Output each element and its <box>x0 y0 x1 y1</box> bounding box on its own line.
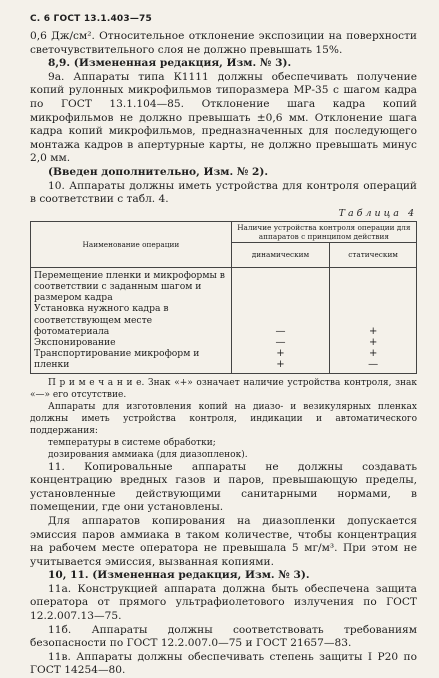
header-presence: Наличие устройства контроля операции для аппаратов с принципом действия <box>231 221 416 242</box>
table-mark: — <box>368 359 379 371</box>
table-row: Экспонирование <box>34 336 116 348</box>
paragraph-revision-10-11 <box>30 569 417 583</box>
revision-note: 8,9. (Измененная редакция, Изм. № 3). <box>48 57 292 70</box>
operations-table <box>30 221 417 374</box>
dynamic-marks-cell <box>231 267 330 373</box>
header-operation: Наименование операции <box>31 221 232 267</box>
revision-note-2: 10, 11. (Измененная редакция, Изм. № 3). <box>48 569 310 582</box>
page-header: С. 6 ГОСТ 13.1.403—75 <box>30 14 152 24</box>
table-mark: + <box>276 348 285 360</box>
table-mark: + <box>368 348 378 360</box>
table-mark: — <box>275 325 286 337</box>
paragraph-10: 10. Аппараты должны иметь устройства для контроля операций в соответствии с табл. 4. <box>30 179 417 206</box>
diazo-note-ammonia: дозирования аммиака (для диазопленок). <box>48 449 248 460</box>
paragraph-11v: 11в. Аппараты должны обеспечивать степень защиты I P20 по ГОСТ 14254—80. <box>30 650 417 677</box>
table-caption: Таблица 4 <box>338 207 417 219</box>
table-note: П р и м е ч а н и е. Знак «+» означает наличие устройства контроля, знак «—» его отсутствие. <box>30 377 417 400</box>
table-mark: + <box>368 336 378 348</box>
paragraph-9a: 9а. Аппараты типа К1111 должны обеспечивать получение копий рулонных микрофильмов типоразмера МР-35 с шагом кадра по ГОСТ 13.1.104—85. Отклонение шага кадра копий микрофильмов не должно превышать ±0,6 мм. Отклонение шага кадра копий микрофильмов, предназначенных для последующего монтажа кадров в апертурные карты, не должно превышать минус 2,0 мм. <box>30 70 417 165</box>
table-mark: + <box>276 359 285 371</box>
paragraph-11b: 11б. Аппараты должны соответствовать требованиям безопасности по ГОСТ 12.2.007.0—75 и ГОСТ 21657—83. <box>30 623 417 650</box>
added-note: (Введен дополнительно, Изм. № 2). <box>48 165 269 178</box>
paragraph-diazo-emission: Для аппаратов копирования на диазопленки допускается эмиссия паров аммиака в таком количестве, чтобы концентрация на рабочем месте оператора не превышала 5 мг/м³. При этом не учитывается эмиссия, вызванная копиями. <box>30 514 417 568</box>
static-marks-cell <box>330 267 417 373</box>
diazo-note-temperature: температуры в системе обработки; <box>48 437 216 448</box>
table-row: Транспортирование микроформ и пленки <box>34 348 200 371</box>
table-row: Установка нужного кадра в соответствующем месте фотоматериала <box>34 303 169 337</box>
paragraph-added <box>30 166 417 180</box>
paragraph-11a: 11а. Конструкцией аппарата должна быть обеспечена защита оператора от прямого ультрафиолетового излучения по ГОСТ 12.2.007.13—75. <box>30 582 417 623</box>
header-static: статическим <box>330 242 417 267</box>
table-mark: — <box>275 336 286 348</box>
header-dynamic: динамическим <box>231 242 330 267</box>
paragraph-revision-8-9 <box>30 57 417 71</box>
table-body-operations <box>31 267 232 373</box>
diazo-note: Аппараты для изготовления копий на диазо- и везикулярных пленках должны иметь устройства контроля, индикации и автоматического поддержания: <box>30 401 417 436</box>
table-mark: + <box>368 325 378 337</box>
table-row: Перемещение пленки и микроформы в соответствии с заданным шагом и размером кадра <box>34 269 225 304</box>
paragraph-exposure: 0,6 Дж/см². Относительное отклонение экспозиции на поверхности светочувствительного слоя не должно превышать 15%. <box>30 30 417 56</box>
paragraph-11: 11. Копировальные аппараты не должны создавать концентрацию вредных газов и паров, превышающую пределы, установленные действующими санитарными нормами, в помещении, где они установлены. <box>30 460 417 514</box>
